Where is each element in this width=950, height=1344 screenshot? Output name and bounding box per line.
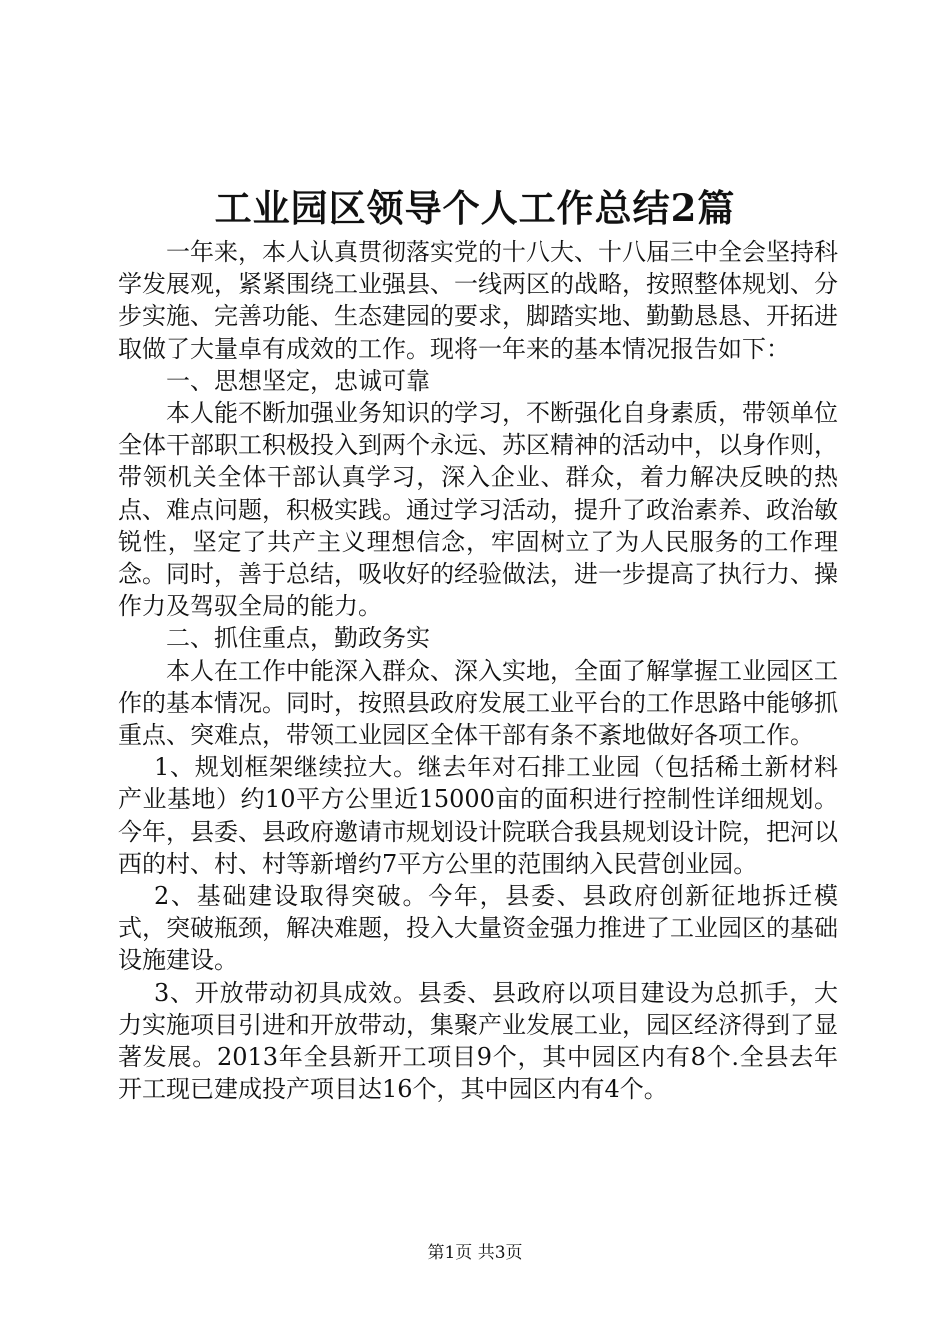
body-paragraph: 本人在工作中能深入群众、深入实地，全面了解掌握工业园区工作的基本情况。同时，按照县政府发展工业平台的工作思路中能够抓重点、突难点，带领工业园区全体干部有条不紊地做好各项工作。 xyxy=(118,656,838,750)
numbered-item: 2、基础建设取得突破。今年，县委、县政府创新征地拆迁模式，突破瓶颈，解决难题，投入大量资金强力推进了工业园区的基础设施建设。 xyxy=(118,882,838,975)
document-body xyxy=(118,236,838,1105)
page-footer: 第1页 共3页 xyxy=(427,1243,523,1263)
numbered-item: 3、开放带动初具成效。县委、县政府以项目建设为总抓手，大力实施项目引进和开放带动，集聚产业发展工业，园区经济得到了显著发展。2013年全县新开工项目9个，其中园区内有8个.全县去年开工现已建成投产项目达16个，其中园区内有4个。 xyxy=(118,978,838,1104)
numbered-item: 1、规划框架继续拉大。继去年对石排工业园（包括稀土新材料产业基地）约10平方公里近15000亩的面积进行控制性详细规划。今年，县委、县政府邀请市规划设计院联合我县规划设计院，把河以西的村、村、村等新增约7平方公里的范围纳入民营创业园。 xyxy=(118,753,838,878)
section-heading: 二、抓住重点，勤政务实 xyxy=(166,624,430,653)
body-paragraph: 本人能不断加强业务知识的学习，不断强化自身素质，带领单位全体干部职工积极投入到两个永远、苏区精神的活动中，以身作则，带领机关全体干部认真学习，深入企业、群众，着力解决反映的热点、难点问题，积极实践。通过学习活动，提升了政治素养、政治敏锐性，坚定了共产主义理想信念，牢固树立了为人民服务的工作理念。同时，善于总结，吸收好的经验做法，进一步提高了执行力、操作力及驾驭全局的能力。 xyxy=(118,399,838,621)
section-heading: 一、思想坚定，忠诚可靠 xyxy=(166,366,430,395)
document-title: 工业园区领导个人工作总结2篇 xyxy=(214,186,736,230)
intro-paragraph: 一年来，本人认真贯彻落实党的十八大、十八届三中全会坚持科学发展观，紧紧围绕工业强县、一线两区的战略，按照整体规划、分步实施、完善功能、生态建园的要求，脚踏实地、勤勤恳恳、开拓进取做了大量卓有成效的工作。现将一年来的基本情况报告如下： xyxy=(118,238,838,363)
